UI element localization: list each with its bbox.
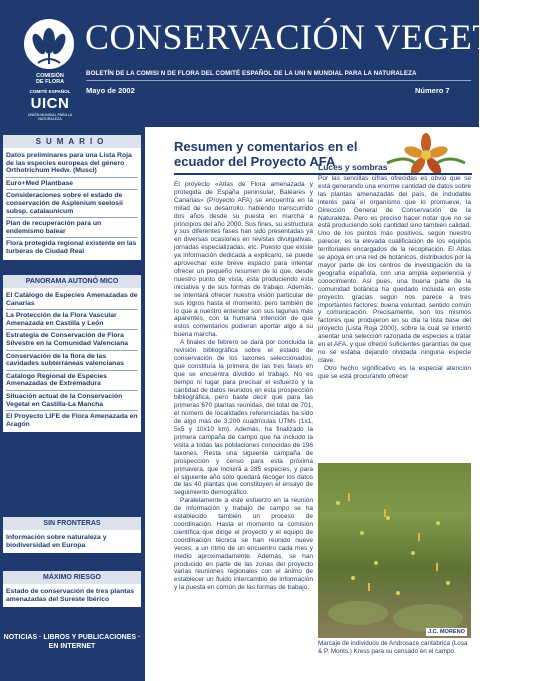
logo-text-uicn-sub: UNIÓN MUNDIAL PARA LA NATURALEZA — [27, 113, 73, 121]
article-column-1 — [174, 181, 313, 676]
sumario-item[interactable] — [6, 238, 138, 257]
panorama-item[interactable] — [6, 330, 138, 350]
article-paragraph: Por las sencillas cifras ofrecidas es obvio que se está generando una enorme cantidad de datos sobre las plantas amenazadas del país, de indudable interés para el organismo que lo promueve, la Dirección General de Conservación de la Naturaleza. Pero es preciso hacer notar que no se está produciendo solo cantidad sino también calidad. Uno de los puntos más positivos, según nuestro parecer, es la elevada cualificación de los equipos territoriales encargados de la recopilación. El Atlas se apoya en una red de botánicos, distribuidos por la mayor parte de los centros de investigación de la geografía española, con una amplia experiencia y conocimiento. Así pues, una buena parte de la comunidad botánica ha quedado incluida en este proyecto, gracias según nos parece a tres importantes factores: buena voluntad, sentido común y comunicación. Precisamente, son los mismos factores que produjeron en su día la lista base del proyecto (Lista Roja 2000), sobre la cual se intentó asentar una selección razonada de especies a tratar en el AFA, y que ofreció suficientes garantías de que no se estaba dejando olvidada ninguna especie clave. — [318, 175, 471, 364]
panorama-item-label: El Proyecto LIFE de Flora Amenazada en Aragón — [6, 413, 138, 428]
panorama-item-label: El Catálogo de Especies Amenazadas de Canarias — [6, 292, 138, 307]
sidebar — [0, 127, 145, 681]
panorama-item-label: Situación actual de la Conservación Vegetal en Castilla-La Mancha — [6, 392, 123, 408]
sumario-item[interactable] — [6, 150, 138, 178]
panorama-item[interactable] — [6, 310, 138, 330]
title-divider — [86, 80, 471, 81]
panorama-list — [3, 288, 141, 432]
field-photo — [318, 463, 471, 638]
flower-emblem-icon — [24, 19, 74, 69]
section-subheading: Luces y sombras — [318, 162, 388, 172]
fronteras-item[interactable] — [6, 532, 138, 551]
sumario-item[interactable] — [6, 218, 138, 238]
sumario-item-label: Consideraciones sobre el estado de conservación de Asplenium seelosii subsp. catalaunicum — [6, 192, 123, 215]
photo-credit: J.C. MORENO — [428, 629, 465, 635]
panorama-item-label: Estrategia de Conservación de Flora Silvestre en la Comunidad Valenciana — [6, 332, 129, 347]
panorama-item[interactable] — [6, 290, 138, 310]
sumario-list — [3, 148, 141, 260]
logo-text-flora: DE FLORA — [35, 79, 65, 85]
article-title: Resumen y comentarios en el ecuador del Proyecto AFA — [174, 139, 358, 169]
sumario-item-label: Datos preliminares para una Lista Roja de las especies europeas del género Orthotrichum Hedw. (Musci) — [6, 152, 132, 175]
panorama-item-label: Conservación de la flora de las cavidades subterráneas valencianas — [6, 352, 124, 368]
sumario-header: SUMARIO — [3, 135, 141, 148]
riesgo-item-label: Estado de conservación de tres plantas amenazadas del Sureste Ibérico — [6, 588, 135, 603]
panorama-item-label: Catálogo Regional de Especies Amenazadas de Extremadura — [6, 372, 107, 388]
logo-text-comision: COMISIÓN — [36, 73, 64, 79]
photo-caption: Marcaje de individuos de Androsace cantabrica (Losa & P. Monts.) Kress para su censado en el campo. — [318, 640, 468, 655]
sumario-item[interactable] — [6, 190, 138, 218]
logo-text-uicn: UICN — [30, 95, 70, 112]
issue-date: Mayo de 2002 — [86, 86, 135, 95]
article-paragraph: Otro hecho significativo es la especial atención que se está procurando ofrecer — [318, 364, 471, 380]
notice-links[interactable]: NOTICIAS · LIBROS Y PUBLICACIONES · EN INTERNET — [3, 634, 141, 650]
logo-text-comite: COMITÉ ESPAÑOL — [29, 89, 71, 94]
issue-number: Número 7 — [415, 86, 450, 95]
fronteras-header: SIN FRONTERAS — [3, 517, 141, 530]
fronteras-list — [3, 530, 141, 553]
commission-logo — [20, 15, 80, 123]
panorama-header: PANORAMA AUTONÓ MICO — [3, 275, 141, 288]
panorama-item[interactable] — [6, 391, 138, 411]
panorama-item[interactable] — [6, 411, 138, 430]
newsletter-subtitle: BOLETÍN DE LA COMISI N DE FLORA DEL COMITÉ ESPAÑOL DE LA UNI N MUNDIAL PARA LA NATURALEZA — [86, 70, 417, 77]
fronteras-item-label: Información sobre naturaleza y biodiversidad en Europa — [6, 534, 107, 549]
panorama-item[interactable] — [6, 351, 138, 371]
panorama-item-label: La Protección de la Flora Vascular Amenazada en Castilla y León — [6, 312, 117, 327]
article-paragraph: A finales de febrero se dará por concluida la revisión bibliográfica sobre el estado de conservación de los taxones seleccionados, que constituía la primera de las tres fases en que se encuentra dividido el trabajo. No es tiempo ni lugar para precisar el esfuerzo y la cantidad de datos reunidos en esta prospección bibliográfica, pero baste decir que para las primeras 670 plantas reunidas, del total de 701, el número de localidades referenciadas ha sido de algo más de 3.200 cuadrículas UTMs (1x1, 5x5 y 10x10 km). Además, ha finalizado la primera campaña de campo que ha incluido la visita a todas las poblaciones conocidas de 196 taxones. Resta una siguiente campaña de prospección y censo para esta próxima primavera, que incluirá a 285 especies, y para el siguiente año sólo quedará recoger los datos de las 40 plantas que constituyen el ensayo de seguimiento demográfico. — [174, 339, 313, 497]
article-column-2 — [318, 162, 471, 462]
article-paragraph: El proyecto «Atlas de Flora amenazada y protegida de España peninsular, Baleares y Canarias» (Proyecto AFA) se encuentra en la mitad de su desarrollo, habiendo transcurrido dos años desde su puesta en marcha a principios del año 2000. Sus fines, su estructura y sus diferentes fases han sido presentadas ya en diversas ocasiones en revistas divulgativas, jornadas especializadas, etc. Puesto que existe ya información dedicada a explicarlo, se puede aprovechar este breve espacio para intentar ofrecer un pequeño resumen de lo que, desde nuestro punto de vista, esta produciendo esta iniciativa y de sus formas de trabajo. Además, se intentará ofrecer nuestra visión particular de sus logros hasta el momento, pero también de lo que a nuestro entender son sus lagunas más aparentes, con la humana intención de que estos comentarios pudieran aportar algo a su buena marcha. — [174, 181, 313, 339]
riesgo-header: MÁXIMO RIESGO — [3, 571, 141, 584]
masthead — [0, 0, 541, 127]
sumario-item-label: Flora protegida regional existente en las turberas de Ciudad Real — [6, 240, 137, 255]
article-paragraph: Paralelamente a este esfuerzo en la reunión de información y trabajo de campo se ha establecido también un proceso de coordinación. Hasta el momento la comisión científica que dirige el proyecto y el equipo de coordinación técnica se han reunido nueve veces, a un ritmo de un encuentro cada mes y medio aproximadamente. Además, se han producido en parte de las zonas del proyecto varias reuniones regionales con el ánimo de establecer un fluido intercambio de información y la puesta en común de las formas de trabajo. — [174, 497, 313, 592]
panorama-item[interactable] — [6, 371, 138, 391]
sumario-item[interactable] — [6, 178, 138, 191]
riesgo-list — [3, 584, 141, 607]
sumario-item-label: Plan de recuperación para un endemismo balear — [6, 220, 102, 235]
newsletter-title: CONSERVACIÓN VEGETAL — [85, 17, 541, 57]
riesgo-item[interactable] — [6, 586, 138, 605]
sumario-item-label: Euro+Med Plantbase — [6, 179, 74, 187]
